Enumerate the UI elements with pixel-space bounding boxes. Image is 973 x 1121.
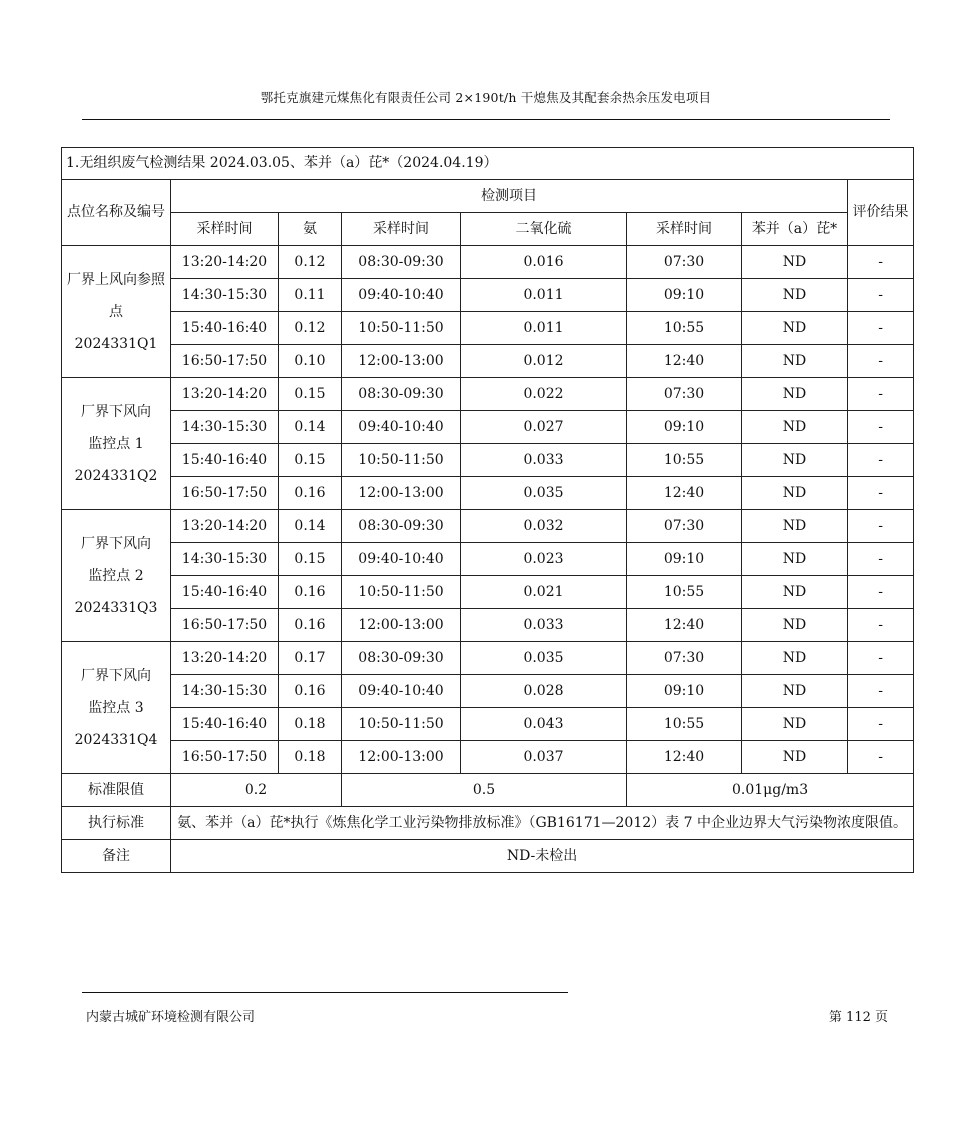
table-row [62,444,914,477]
eval-result: - [848,477,914,510]
sample-time-ammonia: 13:20-14:20 [171,642,279,675]
sample-time-so2: 10:50-11:50 [342,312,461,345]
note-label: 备注 [62,840,171,873]
bap-value: ND [742,609,848,642]
sample-time-ammonia: 16:50-17:50 [171,345,279,378]
sample-time-ammonia: 14:30-15:30 [171,279,279,312]
sample-time-so2: 09:40-10:40 [342,279,461,312]
header-bap: 苯并（a）芘* [742,213,848,246]
sample-time-ammonia: 15:40-16:40 [171,312,279,345]
point-name-cell [62,642,171,774]
sample-time-bap: 12:40 [627,345,742,378]
sample-time-bap: 07:30 [627,246,742,279]
sample-time-bap: 10:55 [627,576,742,609]
ammonia-value: 0.15 [279,444,342,477]
so2-value: 0.011 [461,279,627,312]
sample-time-so2: 08:30-09:30 [342,378,461,411]
so2-value: 0.035 [461,477,627,510]
sample-time-so2: 08:30-09:30 [342,246,461,279]
so2-value: 0.037 [461,741,627,774]
eval-result: - [848,246,914,279]
table-row [62,246,914,279]
sample-time-so2: 10:50-11:50 [342,576,461,609]
sample-time-bap: 10:55 [627,444,742,477]
table-row [62,279,914,312]
eval-result: - [848,543,914,576]
eval-result: - [848,510,914,543]
table-row [62,609,914,642]
point-name-line: 监控点 2 [88,567,144,584]
sample-time-ammonia: 15:40-16:40 [171,444,279,477]
table-row [62,543,914,576]
limit-so2: 0.5 [342,774,627,807]
ammonia-value: 0.11 [279,279,342,312]
header-sample-time-3: 采样时间 [627,213,742,246]
table-row [62,510,914,543]
note-text: ND-未检出 [171,840,914,873]
so2-value: 0.033 [461,444,627,477]
table-row [62,378,914,411]
bap-value: ND [742,675,848,708]
sample-time-bap: 12:40 [627,477,742,510]
header-sample-time-1: 采样时间 [171,213,279,246]
standard-text: 氨、苯并（a）芘*执行《炼焦化学工业污染物排放标准》（GB16171—2012）表 7 中企业边界大气污染物浓度限值。 [171,807,914,840]
standard-label: 执行标准 [62,807,171,840]
sample-time-ammonia: 14:30-15:30 [171,411,279,444]
bap-value: ND [742,312,848,345]
sample-time-bap: 10:55 [627,312,742,345]
sample-time-bap: 10:55 [627,708,742,741]
ammonia-value: 0.14 [279,411,342,444]
ammonia-value: 0.16 [279,609,342,642]
so2-value: 0.023 [461,543,627,576]
header-point: 点位名称及编号 [62,180,171,246]
bap-value: ND [742,411,848,444]
eval-result: - [848,642,914,675]
sample-time-ammonia: 16:50-17:50 [171,477,279,510]
point-name-line: 厂界上风向参照点 [67,271,165,320]
eval-result: - [848,444,914,477]
so2-value: 0.022 [461,378,627,411]
ammonia-value: 0.10 [279,345,342,378]
eval-result: - [848,411,914,444]
bap-value: ND [742,741,848,774]
sample-time-bap: 09:10 [627,411,742,444]
table-row [62,312,914,345]
sample-time-ammonia: 15:40-16:40 [171,708,279,741]
bap-value: ND [742,576,848,609]
so2-value: 0.027 [461,411,627,444]
footer-page-number: 第 112 页 [828,1010,888,1025]
eval-result: - [848,675,914,708]
ammonia-value: 0.15 [279,378,342,411]
so2-value: 0.035 [461,642,627,675]
ammonia-value: 0.17 [279,642,342,675]
bap-value: ND [742,444,848,477]
sample-time-so2: 12:00-13:00 [342,741,461,774]
limit-ammonia: 0.2 [171,774,342,807]
ammonia-value: 0.18 [279,741,342,774]
sample-time-bap: 09:10 [627,543,742,576]
sample-time-bap: 12:40 [627,609,742,642]
bap-value: ND [742,279,848,312]
sample-time-ammonia: 16:50-17:50 [171,609,279,642]
sample-time-ammonia: 14:30-15:30 [171,675,279,708]
ammonia-value: 0.16 [279,576,342,609]
table-row [62,576,914,609]
so2-value: 0.021 [461,576,627,609]
point-name-line: 2024331Q1 [74,335,158,352]
table-row [62,642,914,675]
sample-time-so2: 10:50-11:50 [342,444,461,477]
so2-value: 0.011 [461,312,627,345]
point-name-line: 2024331Q2 [74,467,158,484]
sample-time-so2: 08:30-09:30 [342,642,461,675]
monitoring-results-table [61,147,914,873]
page-header: 鄂托克旗建元煤焦化有限责任公司 2×190t/h 干熄焦及其配套余热余压发电项目 [260,90,712,105]
sample-time-so2: 12:00-13:00 [342,477,461,510]
ammonia-value: 0.16 [279,675,342,708]
bap-value: ND [742,345,848,378]
so2-value: 0.016 [461,246,627,279]
so2-value: 0.012 [461,345,627,378]
sample-time-so2: 09:40-10:40 [342,411,461,444]
ammonia-value: 0.15 [279,543,342,576]
so2-value: 0.028 [461,675,627,708]
point-name-cell [62,378,171,510]
table-row [62,411,914,444]
ammonia-value: 0.12 [279,246,342,279]
point-name-line: 厂界下风向 [81,403,151,420]
sample-time-ammonia: 13:20-14:20 [171,510,279,543]
sample-time-ammonia: 13:20-14:20 [171,246,279,279]
bap-value: ND [742,543,848,576]
footer-company: 内蒙古城矿环境检测有限公司 [86,1010,256,1025]
sample-time-so2: 09:40-10:40 [342,675,461,708]
header-divider [82,119,890,120]
sample-time-so2: 12:00-13:00 [342,345,461,378]
sample-time-ammonia: 14:30-15:30 [171,543,279,576]
point-name-line: 监控点 3 [88,699,144,716]
header-sample-time-2: 采样时间 [342,213,461,246]
eval-result: - [848,741,914,774]
header-eval: 评价结果 [848,180,914,246]
sample-time-bap: 07:30 [627,378,742,411]
sample-time-bap: 09:10 [627,279,742,312]
table-row [62,708,914,741]
footer-divider [82,992,568,993]
point-name-line: 2024331Q4 [74,731,158,748]
ammonia-value: 0.12 [279,312,342,345]
bap-value: ND [742,510,848,543]
eval-result: - [848,708,914,741]
point-name-line: 厂界下风向 [81,535,151,552]
limits-label: 标准限值 [62,774,171,807]
sample-time-so2: 08:30-09:30 [342,510,461,543]
bap-value: ND [742,642,848,675]
table-row [62,675,914,708]
so2-value: 0.033 [461,609,627,642]
eval-result: - [848,279,914,312]
sample-time-bap: 07:30 [627,510,742,543]
header-so2: 二氧化硫 [461,213,627,246]
sample-time-bap: 12:40 [627,741,742,774]
ammonia-value: 0.18 [279,708,342,741]
so2-value: 0.032 [461,510,627,543]
point-name-cell [62,246,171,378]
bap-value: ND [742,378,848,411]
header-items: 检测项目 [171,180,848,213]
eval-result: - [848,312,914,345]
eval-result: - [848,345,914,378]
sample-time-so2: 12:00-13:00 [342,609,461,642]
point-name-cell [62,510,171,642]
eval-result: - [848,576,914,609]
ammonia-value: 0.14 [279,510,342,543]
sample-time-ammonia: 13:20-14:20 [171,378,279,411]
so2-value: 0.043 [461,708,627,741]
sample-time-ammonia: 16:50-17:50 [171,741,279,774]
point-name-line: 厂界下风向 [81,667,151,684]
bap-value: ND [742,708,848,741]
eval-result: - [848,378,914,411]
sample-time-so2: 09:40-10:40 [342,543,461,576]
table-title: 1.无组织废气检测结果 2024.03.05、苯并（a）芘*（2024.04.19） [62,148,914,180]
eval-result: - [848,609,914,642]
point-name-line: 监控点 1 [88,435,144,452]
point-name-line: 2024331Q3 [74,599,158,616]
header-ammonia: 氨 [279,213,342,246]
sample-time-so2: 10:50-11:50 [342,708,461,741]
sample-time-bap: 07:30 [627,642,742,675]
bap-value: ND [742,246,848,279]
sample-time-bap: 09:10 [627,675,742,708]
table-row [62,477,914,510]
sample-time-ammonia: 15:40-16:40 [171,576,279,609]
table-row [62,345,914,378]
ammonia-value: 0.16 [279,477,342,510]
bap-value: ND [742,477,848,510]
table-row [62,741,914,774]
limit-bap: 0.01μg/m3 [627,774,914,807]
